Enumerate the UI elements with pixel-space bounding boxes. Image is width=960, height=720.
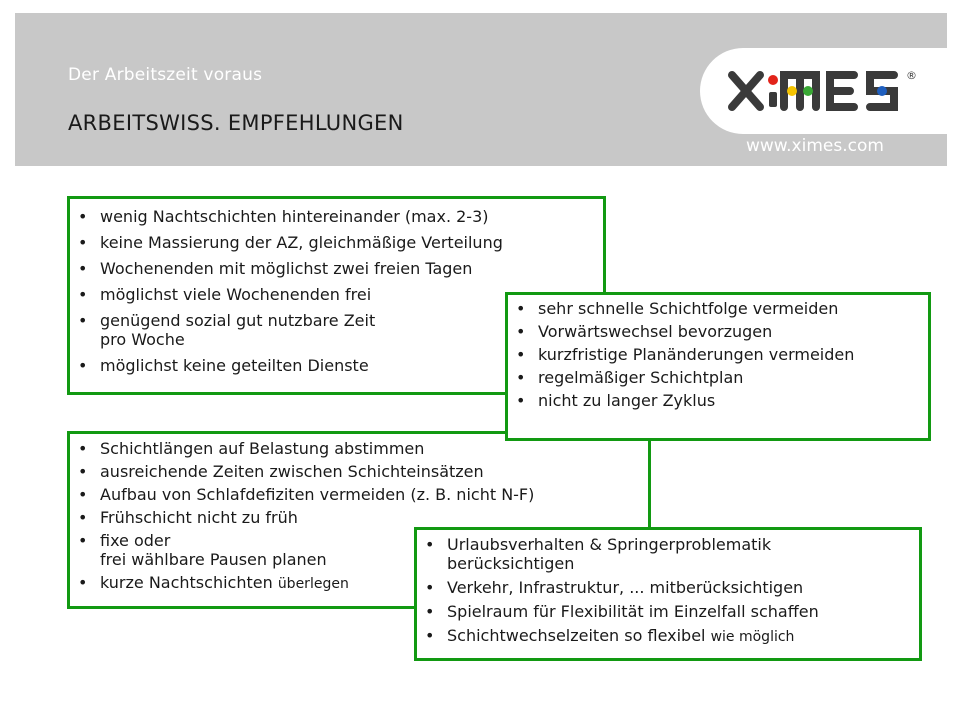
page-title: ARBEITSWISS. EMPFEHLUNGEN [68, 111, 404, 135]
list-item: • Wochenenden mit möglichst zwei freien Tagen [70, 259, 603, 278]
slogan: Der Arbeitszeit voraus [68, 65, 263, 85]
yellow-dot-icon [787, 86, 797, 96]
logo [700, 48, 947, 134]
bullet-list [417, 535, 919, 647]
list-item: • ausreichende Zeiten zwischen Schichteinsätzen [70, 462, 648, 481]
recommendations-box-2 [505, 292, 931, 441]
list-item: • Verkehr, Infrastruktur, ... mitberücksichtigen [417, 578, 919, 597]
list-item: • sehr schnelle Schichtfolge vermeiden [508, 299, 928, 318]
list-item: • Spielraum für Flexibilität im Einzelfall schaffen [417, 602, 919, 621]
list-item [417, 626, 919, 647]
list-item-line: Urlaubsverhalten & Springerproblematik [447, 535, 772, 554]
blue-dot-icon [877, 86, 887, 96]
list-item: • Aufbau von Schlafdefiziten vermeiden (z. B. nicht N-F) [70, 485, 648, 504]
green-dot-icon [803, 86, 813, 96]
list-item: • wenig Nachtschichten hintereinander (max. 2-3) [70, 207, 603, 226]
list-item [417, 535, 919, 573]
list-item: • möglichst keine geteilten Dienste [70, 356, 603, 375]
list-item: • Vorwärtswechsel bevorzugen [508, 322, 928, 341]
list-item-text-small: wie möglich [710, 629, 795, 645]
list-item: • Frühschicht nicht zu früh [70, 508, 648, 527]
website-url: www.ximes.com [746, 136, 884, 156]
list-item: • nicht zu langer Zyklus [508, 391, 928, 410]
list-item: • Schichtlängen auf Belastung abstimmen [70, 439, 648, 458]
list-item-text: kurze Nachtschichten [100, 573, 273, 592]
list-item-text: Schichtwechselzeiten so flexibel [447, 626, 706, 645]
list-item-line: fixe oder [100, 531, 171, 550]
list-item: • regelmäßiger Schichtplan [508, 368, 928, 387]
list-item-line: berücksichtigen [447, 554, 575, 573]
list-item: • keine Massierung der AZ, gleichmäßige Verteilung [70, 233, 603, 252]
list-item-line: frei wählbare Pausen planen [100, 550, 327, 569]
list-item: • kurzfristige Planänderungen vermeiden [508, 345, 928, 364]
list-item: • möglichst viele Wochenenden frei [70, 285, 603, 304]
list-item-line: pro Woche [100, 330, 185, 349]
red-dot-icon [768, 75, 778, 85]
bullet-list [508, 299, 928, 410]
recommendations-box-4 [414, 527, 922, 661]
ximes-logo-icon [700, 48, 947, 134]
list-item-line: genügend sozial gut nutzbare Zeit [100, 311, 376, 330]
registered-mark: ® [906, 69, 917, 82]
list-item-text-small: überlegen [277, 576, 349, 592]
